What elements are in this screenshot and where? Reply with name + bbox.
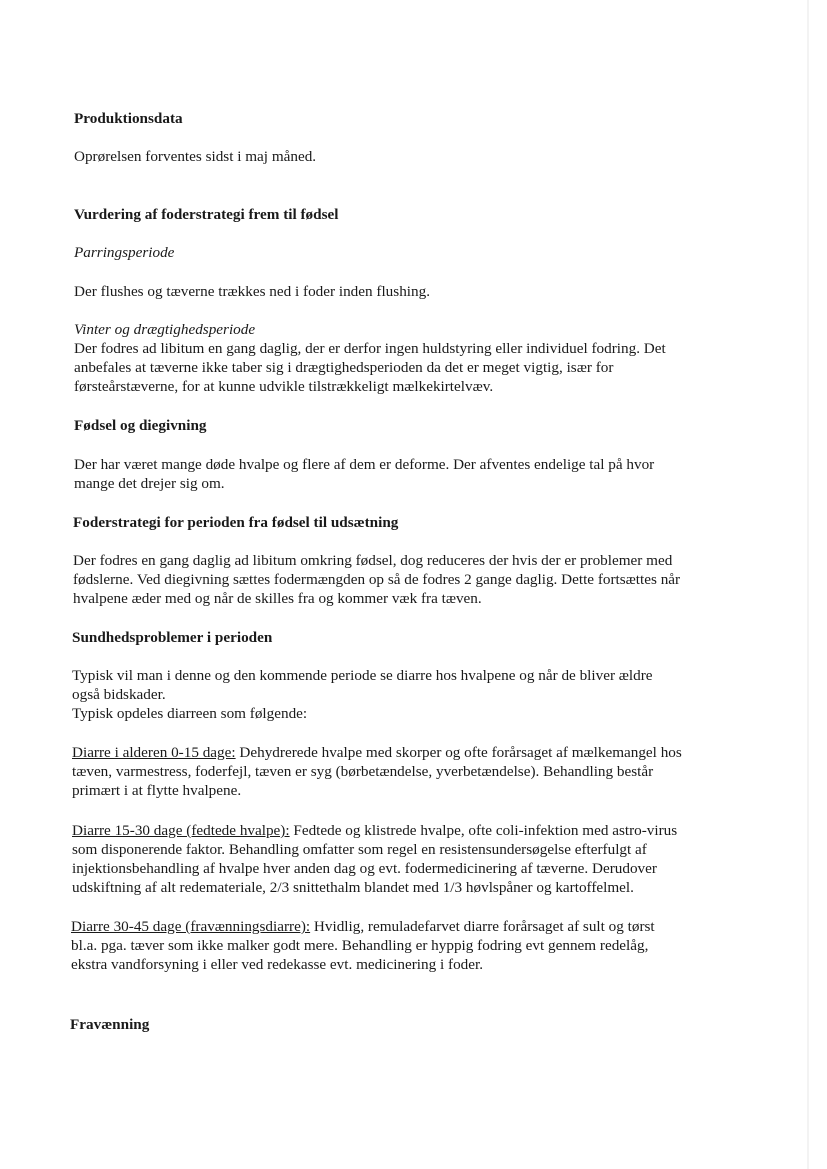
produktionsdata-text: Oprørelsen forventes sidst i maj måned. (74, 148, 317, 165)
paragraph-line: ekstra vandforsyning i eller ved redekasse evt. medicinering i foder. (71, 956, 484, 973)
diarre-15-30-label: Diarre 15-30 dage (fedtede hvalpe): (72, 822, 290, 839)
paragraph-line: anbefales at tæverne ikke taber sig i drægtighedsperioden da det er meget vigtig, især for (74, 359, 614, 376)
paragraph-text: Fedtede og klistrede hvalpe, ofte coli-infektion med astro-virus (289, 822, 678, 839)
paragraph-line: tæven, varmestress, foderfejl, tæven er syg (børbetændelse, yverbetændelse). Behandling består (72, 763, 654, 780)
subheading-parringsperiode: Parringsperiode (74, 244, 175, 261)
foderstrategi-paragraph (73, 551, 743, 608)
heading-produktionsdata: Produktionsdata (74, 110, 183, 127)
paragraph-line: Der har været mange døde hvalpe og flere af dem er deforme. Der afventes endelige tal på hvor (74, 456, 655, 473)
paragraph-line (71, 917, 741, 936)
diarre-15-30-paragraph (72, 821, 742, 897)
paragraph-text: Dehydrerede hvalpe med skorper og ofte forårsaget af mælkemangel hos (235, 744, 682, 761)
foedsel-paragraph (74, 455, 744, 493)
paragraph-line (72, 821, 742, 840)
paragraph-line: Typisk vil man i denne og den kommende periode se diarre hos hvalpene og når de bliver ældre (72, 667, 653, 684)
paragraph-line: førsteårstæverne, for at kunne udvikle tilstrækkeligt mælkekirtelvæv. (74, 378, 494, 395)
subheading-vinter: Vinter og drægtighedsperiode (74, 321, 256, 338)
diarre-0-15-paragraph (72, 743, 742, 800)
diarre-0-15-label: Diarre i alderen 0-15 dage: (72, 744, 236, 761)
diarre-30-45-label: Diarre 30-45 dage (fravænningsdiarre): (71, 918, 311, 935)
paragraph-line (72, 743, 742, 762)
heading-foedsel: Fødsel og diegivning (74, 417, 207, 434)
paragraph-line: mange det drejer sig om. (74, 475, 225, 492)
heading-vurdering: Vurdering af foderstrategi frem til fødsel (74, 206, 339, 223)
paragraph-line: injektionsbehandling af hvalpe hver anden dag og evt. fodermedicinering af tæverne. Derudover (72, 860, 657, 877)
diarre-30-45-paragraph (71, 917, 741, 974)
heading-sundhed: Sundhedsproblemer i perioden (72, 629, 273, 646)
parringsperiode-text: Der flushes og tæverne trækkes ned i foder inden flushing. (74, 283, 430, 300)
vinter-paragraph (74, 339, 744, 396)
paragraph-line: primært i at flytte hvalpene. (72, 782, 242, 799)
paragraph-line: bl.a. pga. tæver som ikke malker godt mere. Behandling er hyppig fodring evt gennem redelåg, (71, 937, 649, 954)
scan-edge-line (807, 0, 809, 1169)
paragraph-line: Der fodres en gang daglig ad libitum omkring fødsel, dog reduceres der hvis der er problemer med (73, 552, 673, 569)
paragraph-line: som disponerende faktor. Behandling omfatter som regel en resistensundersøgelse efterfulgt af (72, 841, 647, 858)
paragraph-line: Typisk opdeles diarreen som følgende: (72, 705, 308, 722)
paragraph-line: fødslerne. Ved diegivning sættes fodermængden op så de fodres 2 gange daglig. Dette fortsættes når (73, 571, 681, 588)
paragraph-line: også bidskader. (72, 686, 166, 703)
sundhed-intro (72, 666, 742, 723)
paragraph-text: Hvidlig, remuladefarvet diarre forårsaget af sult og tørst (310, 918, 655, 935)
paragraph-line: Der fodres ad libitum en gang daglig, der er derfor ingen huldstyring eller individuel fodring. Det (74, 340, 666, 357)
paragraph-line: udskiftning af alt redemateriale, 2/3 snittethalm blandet med 1/3 høvlspåner og kartoffelmel. (72, 879, 634, 896)
paragraph-line: hvalpene æder med og når de skilles fra og kommer væk fra tæven. (73, 590, 482, 607)
heading-fravaenning: Fravænning (70, 1016, 150, 1033)
heading-foderstrategi: Foderstrategi for perioden fra fødsel til udsætning (73, 514, 399, 531)
